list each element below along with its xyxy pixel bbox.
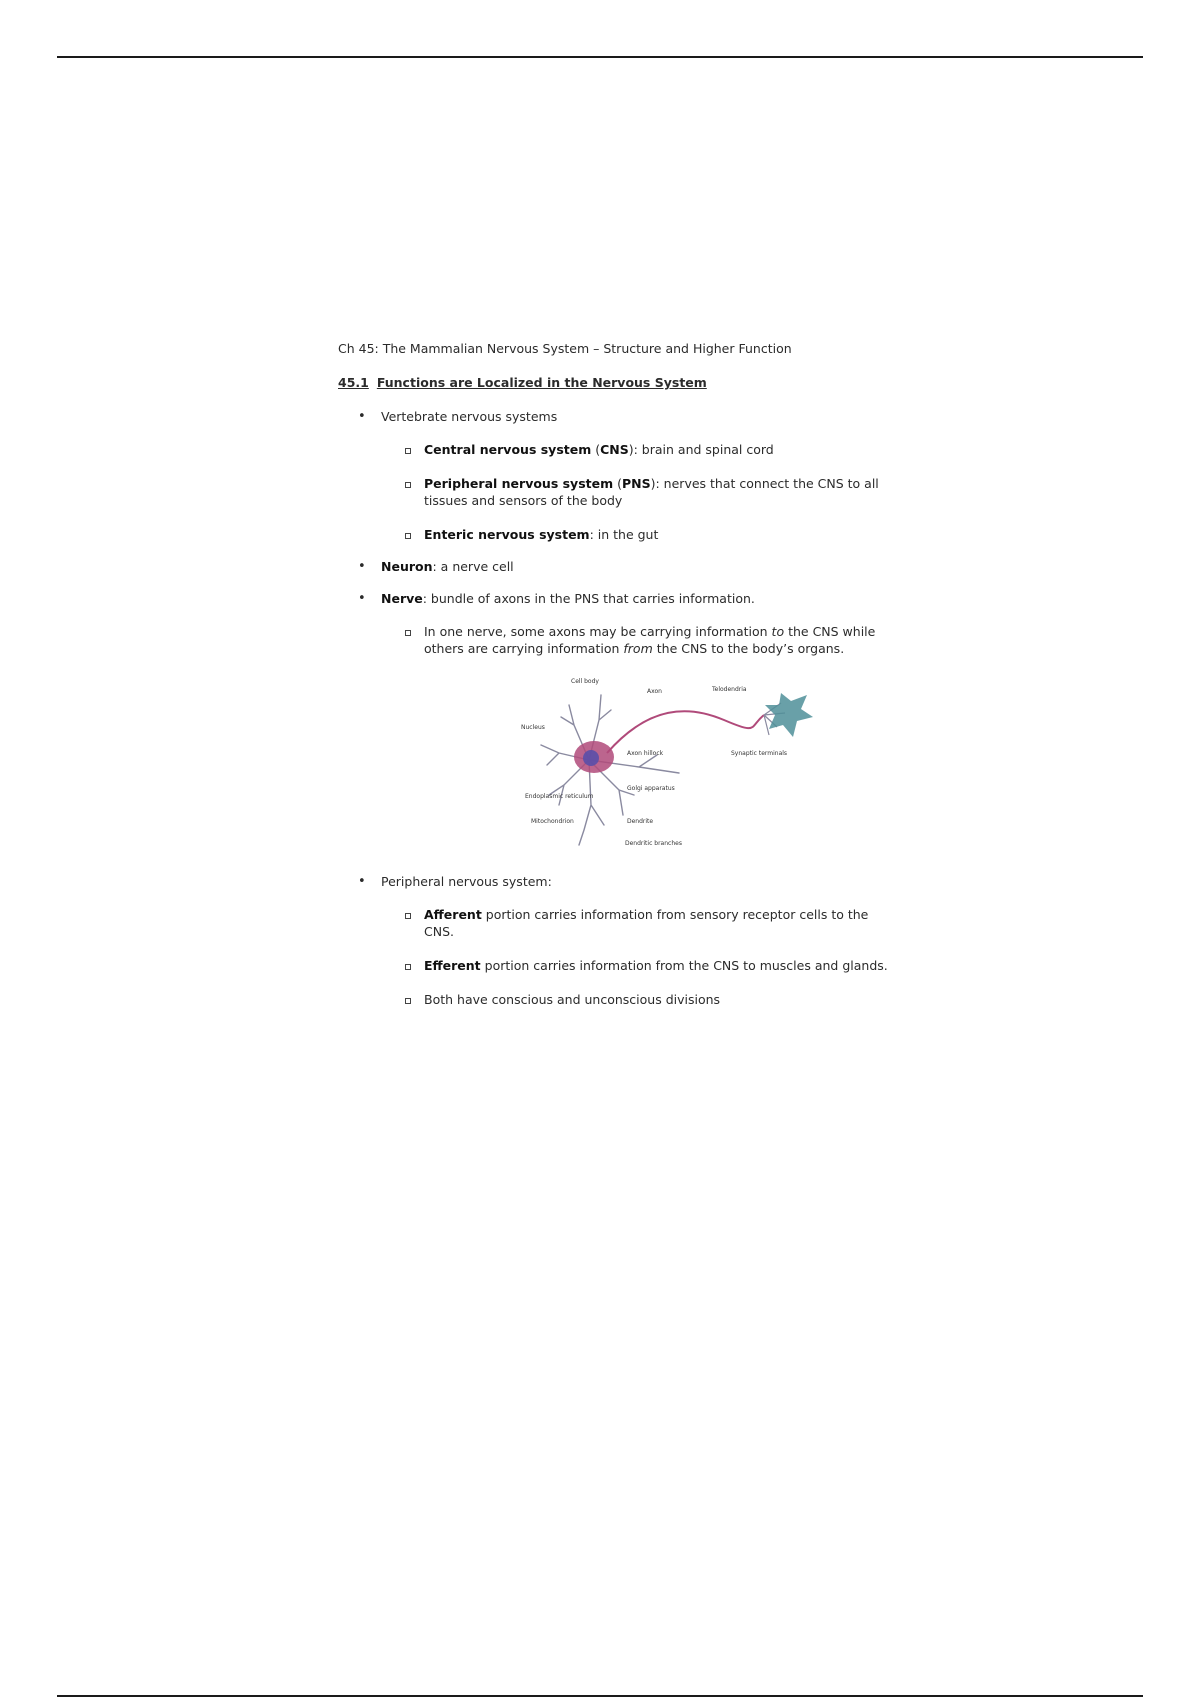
label-synaptic-terminals: Synaptic terminals bbox=[731, 750, 788, 757]
sub-list bbox=[381, 906, 898, 1008]
definition-text: portion carries information from the CNS to muscles and glands. bbox=[480, 958, 888, 973]
label-golgi: Golgi apparatus bbox=[627, 785, 675, 792]
chapter-title: Ch 45: The Mammalian Nervous System – Structure and Higher Function bbox=[338, 341, 792, 356]
list-item-nerve bbox=[338, 590, 898, 855]
sub-item-cns bbox=[381, 441, 898, 458]
section-number: 45.1 bbox=[338, 375, 369, 390]
label-dendritic-branches: Dendritic branches bbox=[625, 840, 682, 847]
sub-item-efferent bbox=[381, 957, 898, 974]
label-dendrite: Dendrite bbox=[627, 818, 654, 825]
neuron-illustration bbox=[519, 665, 819, 855]
label-axon: Axon bbox=[647, 688, 662, 695]
list-item-vertebrate bbox=[338, 408, 898, 543]
label-cell-body: Cell body bbox=[571, 678, 599, 685]
paren: ( bbox=[591, 442, 601, 457]
term-nerve: Nerve bbox=[381, 591, 423, 606]
top-rule bbox=[57, 56, 1143, 58]
definition-text: portion carries information from sensory receptor cells to the CNS. bbox=[424, 907, 869, 939]
document-body bbox=[338, 340, 898, 1025]
emphasis: from bbox=[623, 641, 653, 656]
term-afferent: Afferent bbox=[424, 907, 482, 922]
list-item-neuron bbox=[338, 558, 898, 575]
term-enteric: Enteric nervous system bbox=[424, 527, 590, 542]
term-pns: Peripheral nervous system bbox=[424, 476, 614, 491]
definition-text: : bundle of axons in the PNS that carries information. bbox=[422, 591, 755, 606]
list-item-peripheral bbox=[338, 873, 898, 1008]
definition-text: : a nerve cell bbox=[432, 559, 514, 574]
emphasis: to bbox=[771, 624, 785, 639]
sub-list bbox=[381, 441, 898, 543]
neuron-diagram bbox=[519, 665, 819, 855]
sub-item-enteric bbox=[381, 526, 898, 543]
paren: ( bbox=[613, 476, 622, 491]
definition-text: : in the gut bbox=[589, 527, 659, 542]
section-heading bbox=[338, 374, 898, 391]
definition-text: ): brain and spinal cord bbox=[628, 442, 774, 457]
abbr-pns: PNS bbox=[621, 476, 651, 491]
text: In one nerve, some axons may be carrying information bbox=[424, 624, 772, 639]
label-telodendria: Telodendria bbox=[712, 686, 747, 693]
target-cell bbox=[765, 693, 813, 737]
label-nucleus: Nucleus bbox=[521, 724, 545, 731]
list-item-text: Vertebrate nervous systems bbox=[381, 409, 558, 424]
sub-list bbox=[381, 623, 898, 657]
sub-item-afferent bbox=[381, 906, 898, 940]
sub-item-nerve-info bbox=[381, 623, 898, 657]
bottom-rule bbox=[57, 1695, 1143, 1697]
section-title: Functions are Localized in the Nervous System bbox=[376, 375, 707, 390]
term-cns: Central nervous system bbox=[424, 442, 592, 457]
term-neuron: Neuron bbox=[381, 559, 433, 574]
nucleus bbox=[583, 750, 599, 766]
definition-text: ): nerves that connect the CNS to all tissues and sensors of the body bbox=[424, 476, 879, 508]
axon bbox=[607, 711, 764, 753]
label-axon-hillock: Axon hillock bbox=[627, 750, 664, 757]
abbr-cns: CNS bbox=[600, 442, 629, 457]
list-item-text: Peripheral nervous system: bbox=[381, 874, 552, 889]
text: the CNS to the body’s organs. bbox=[652, 641, 845, 656]
label-er: Endoplasmic reticulum bbox=[525, 793, 594, 800]
label-mitochondrion: Mitochondrion bbox=[531, 818, 574, 825]
term-efferent: Efferent bbox=[424, 958, 481, 973]
text: the CNS while others are carrying information bbox=[424, 624, 876, 656]
bullet-list bbox=[338, 408, 898, 1008]
sub-item-pns bbox=[381, 475, 898, 509]
sub-item-both: Both have conscious and unconscious divisions bbox=[381, 991, 898, 1008]
